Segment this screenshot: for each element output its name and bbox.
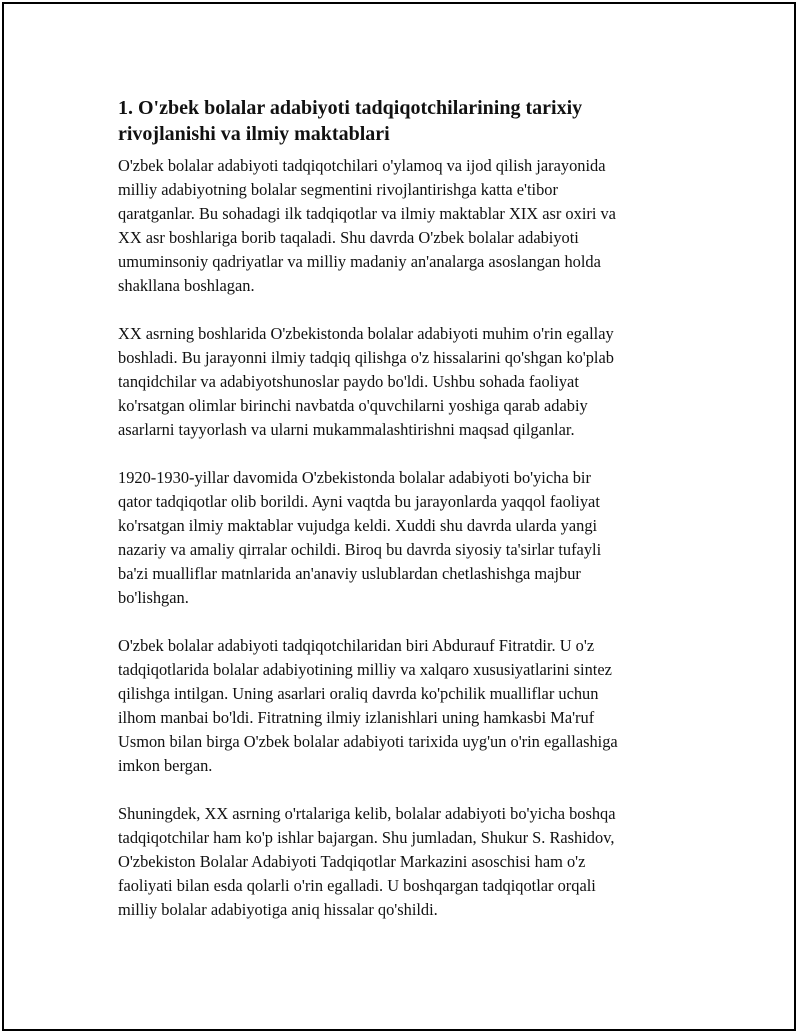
- section-title: 1. O'zbek bolalar adabiyoti tadqiqotchilarining tarixiy rivojlanishi va ilmiy maktablari: [118, 97, 583, 145]
- paragraph-3: 1920-1930-yillar davomida O'zbekistonda bolalar adabiyoti bo'yicha bir qator tadqiqotlar olib borildi. Ayni vaqtda bu jarayonlarda yaqqol faoliyat ko'rsatgan ilmiy maktablar vujudga keldi. Xuddi shu davrda ularda yangi nazariy va amaliy qirralar ochildi. Biroq bu davrda siyosiy ta'sirlar tufayli ba'zi mualliflar matnlarida an'anaviy uslublardan chetlashishga majbur bo'lishgan.: [118, 468, 602, 607]
- document-body: [118, 95, 688, 946]
- paragraph-2: XX asrning boshlarida O'zbekistonda bolalar adabiyoti muhim o'rin egallay boshladi. Bu jarayonni ilmiy tadqiq qilishga o'z hissalarini qo'shgan ko'plab tanqidchilar va adabiyotshunoslar paydo bo'ldi. Ushbu sohada faoliyat ko'rsatgan olimlar birinchi navbatda o'quvchilarni yoshiga qarab adabiy asarlarni tayyorlash va ularni mukammalashtirishni maqsad qilganlar.: [118, 324, 614, 439]
- paragraph-4: O'zbek bolalar adabiyoti tadqiqotchilaridan biri Abdurauf Fitratdir. U o'z tadqiqotlarida bolalar adabiyotining milliy va xalqaro xususiyatlarini sintez qilishga intilgan. Uning asarlari oraliq davrda ko'pchilik mualliflar uchun ilhom manbai bo'ldi. Fitratning ilmiy izlanishlari uning hamkasbi Ma'ruf Usmon bilan birga O'zbek bolalar adabiyoti tarixida uyg'un o'rin egallashiga imkon bergan.: [118, 636, 618, 775]
- paragraph-1: O'zbek bolalar adabiyoti tadqiqotchilari o'ylamoq va ijod qilish jarayonida milliy adabiyotning bolalar segmentini rivojlantirishga katta e'tibor qaratganlar. Bu sohadagi ilk tadqiqotlar va ilmiy maktablar XIX asr oxiri va XX asr boshlariga borib taqaladi. Shu davrda O'zbek bolalar adabiyoti umuminsoniy qadriyatlar va milliy madaniy an'analarga asoslangan holda shakllana boshlagan.: [118, 156, 616, 295]
- paragraph-5: Shuningdek, XX asrning o'rtalariga kelib, bolalar adabiyoti bo'yicha boshqa tadqiqotchilar ham ko'p ishlar bajargan. Shu jumladan, Shukur S. Rashidov, O'zbekiston Bolalar Adabiyoti Tadqiqotlar Markazini asoschisi ham o'z faoliyati bilan esda qolarli o'rin egalladi. U boshqargan tadqiqotlar orqali milliy bolalar adabiyotiga aniq hissalar qo'shildi.: [118, 804, 616, 919]
